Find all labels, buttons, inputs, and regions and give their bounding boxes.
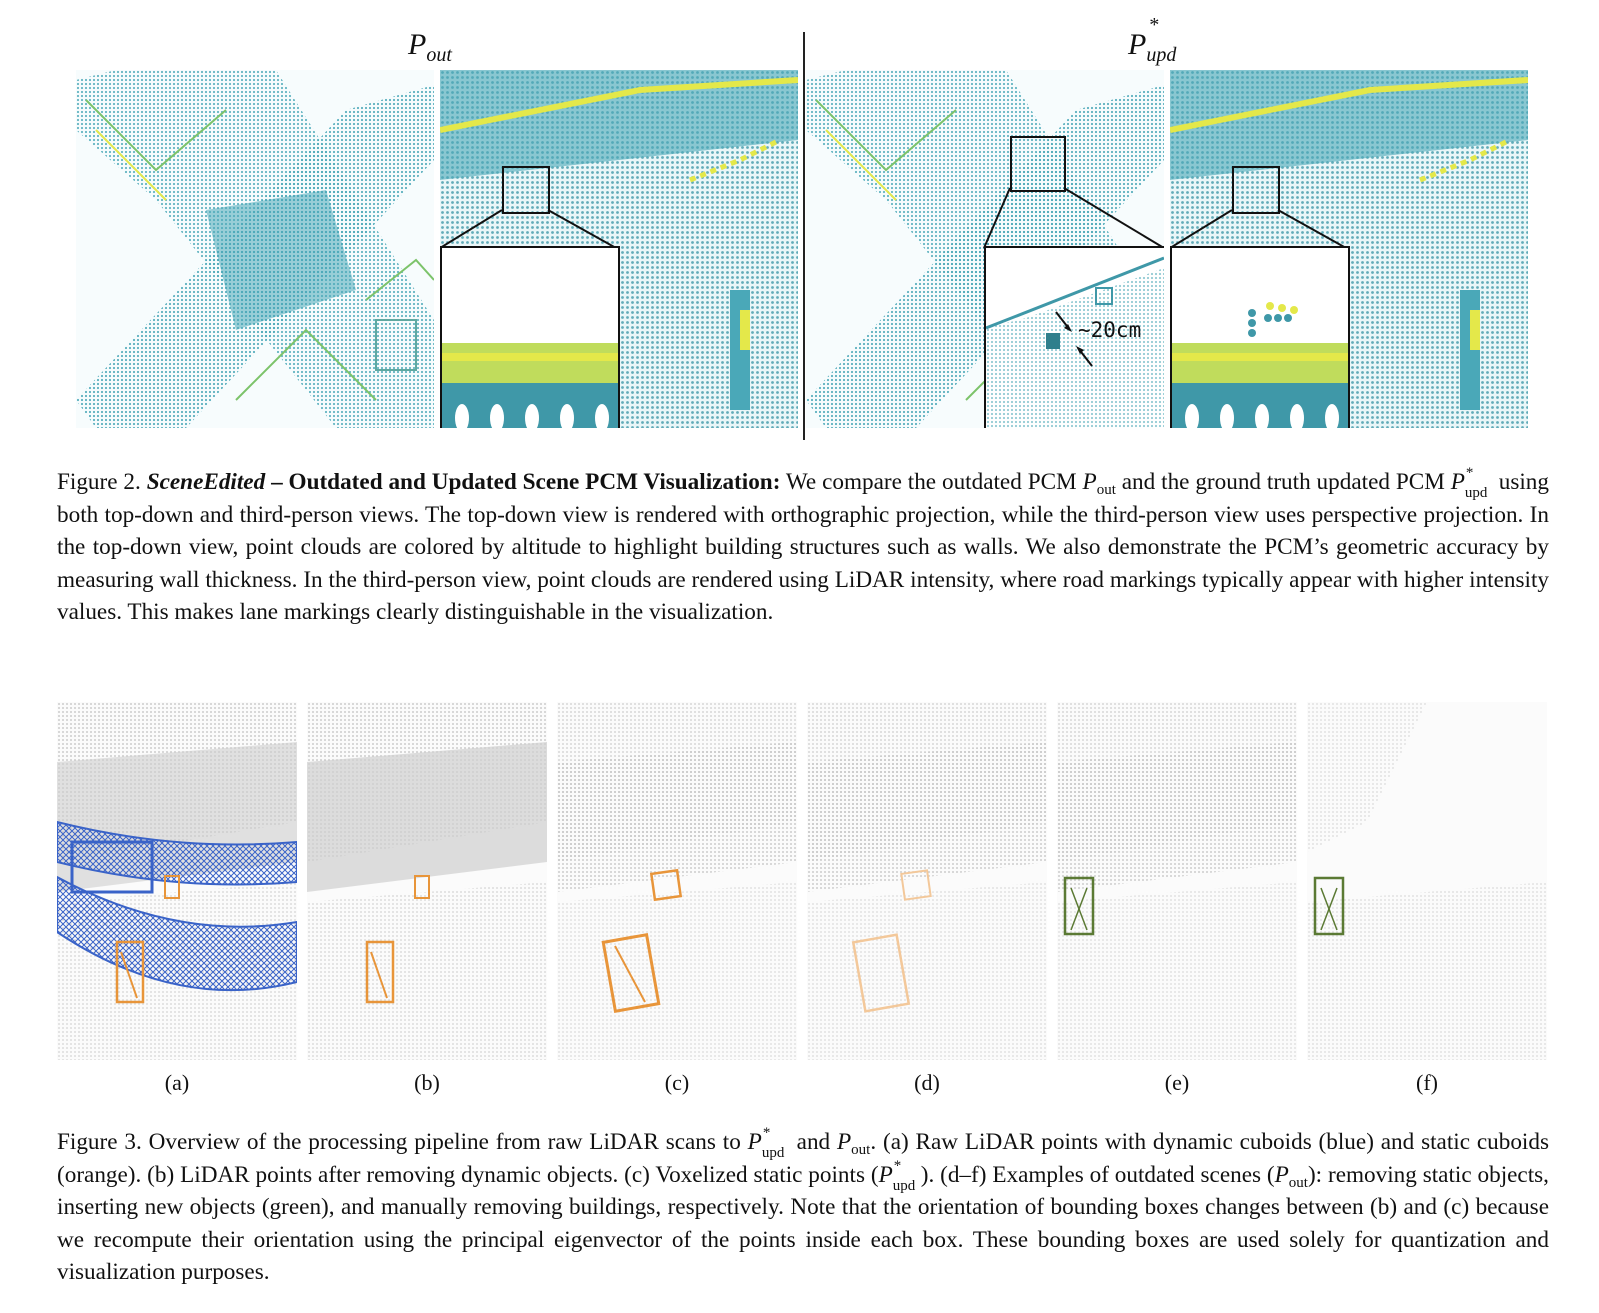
topdown-outdated-render	[76, 70, 434, 428]
inset-render	[442, 248, 618, 428]
caption-text: ): removing static objects, inserting new objects (green), and manually removing buildings, respectively. Note that the orientation of bounding boxes changes between (b) and (c) because we recompute their orientation using the principal eigenvector of the points inside each box. These bounding boxes are used solely for quantization and visualization purposes.	[57, 1161, 1549, 1285]
zoom-inset-updated	[1170, 246, 1350, 428]
pipeline-panel-a	[57, 702, 297, 1060]
removed-buildings-render	[1307, 702, 1547, 1060]
math-symbol: P	[836, 1129, 852, 1155]
zoom-inset-outdated	[440, 246, 620, 428]
pipeline-panel-e	[1057, 702, 1297, 1060]
removed-static-objects-render	[807, 702, 1047, 1060]
math-superscript: *	[893, 1157, 902, 1174]
math-supsub	[761, 1125, 790, 1161]
topdown-updated-panel	[806, 70, 1164, 428]
label-base: P	[1128, 28, 1147, 61]
zoom-inset-wall-thickness	[984, 246, 1164, 428]
caption-text: Overview of the processing pipeline from raw LiDAR scans to	[148, 1129, 748, 1155]
figure-2-caption	[57, 466, 1549, 629]
caption-text: We compare the outdated PCM	[780, 469, 1083, 495]
inserted-objects-render	[1057, 702, 1297, 1060]
caption-text: and the ground truth updated PCM	[1115, 469, 1451, 495]
figure-3-caption	[57, 1126, 1549, 1289]
label-sup: *	[1148, 14, 1159, 36]
math-supsub	[1464, 465, 1493, 501]
math-subscript: out	[851, 1142, 871, 1158]
caption-text: and	[789, 1129, 837, 1155]
sublabel-c: (c)	[664, 1070, 690, 1095]
math-superscript: *	[762, 1125, 771, 1141]
label-base: P	[408, 28, 427, 61]
math-symbol: P	[878, 1161, 893, 1188]
pipeline-panel-b	[307, 702, 547, 1060]
math-symbol: P	[1274, 1161, 1289, 1188]
math-subscript: upd	[1464, 485, 1488, 501]
math-symbol: P	[747, 1129, 762, 1155]
caption-text: ). (d–f) Examples of outdated scenes (	[920, 1161, 1275, 1188]
inset-render	[1172, 248, 1348, 428]
thirdperson-outdated-panel	[440, 70, 798, 428]
sublabel-e: (e)	[1164, 1070, 1190, 1095]
math-superscript: *	[1465, 465, 1474, 481]
thirdperson-updated-panel	[1170, 70, 1528, 428]
sublabel-f: (f)	[1416, 1070, 1438, 1095]
caption-title-italic: SceneEdited	[146, 469, 266, 495]
raw-lidar-render	[57, 702, 297, 1060]
pipeline-panel-f	[1307, 702, 1547, 1060]
math-symbol: P	[1450, 469, 1465, 495]
math-subscript: upd	[761, 1145, 785, 1161]
figure-divider	[803, 32, 805, 440]
sublabel-b: (b)	[414, 1070, 440, 1095]
pipeline-panel-d	[807, 702, 1047, 1060]
label-sub: out	[426, 44, 452, 66]
math-subscript: out	[1288, 1174, 1308, 1191]
wall-thickness-measurement: ~20cm	[1078, 318, 1142, 342]
math-symbol: P	[1082, 469, 1097, 495]
label-sub: upd	[1146, 44, 1177, 66]
pipeline-panel-c	[557, 702, 797, 1060]
caption-prefix: Figure 2.	[57, 469, 147, 495]
caption-prefix: Figure 3.	[57, 1129, 149, 1155]
caption-title: – Outdated and Updated Scene PCM Visualization:	[265, 469, 781, 495]
math-subscript: out	[1096, 482, 1116, 498]
math-subscript: upd	[892, 1177, 916, 1194]
caption-text: using both top-down and third-person views. The top-down view is rendered with orthographic projection, while the third-person view uses perspective projection. In the top-down view, point clouds are colored by altitude to highlight building structures such as walls. We also demonstrate the PCM’s geometric accuracy by measuring wall thickness. In the third-person view, point clouds are rendered using LiDAR intensity, where road markings typically appear with higher intensity values. This makes lane markings clearly distinguishable in the visualization.	[57, 469, 1549, 625]
sublabel-d: (d)	[914, 1070, 940, 1095]
caption-text: . (a) Raw LiDAR points with dynamic cuboids (blue) and static cuboids (orange). (b) LiDAR points after removing dynamic objects. (c) Voxelized static points (	[57, 1129, 1549, 1188]
label-p-upd	[1128, 14, 1177, 67]
voxelized-render	[557, 702, 797, 1060]
label-p-out	[408, 28, 452, 67]
static-lidar-render	[307, 702, 547, 1060]
sublabel-a: (a)	[164, 1070, 190, 1095]
math-supsub	[892, 1157, 921, 1194]
topdown-outdated-panel	[76, 70, 434, 428]
